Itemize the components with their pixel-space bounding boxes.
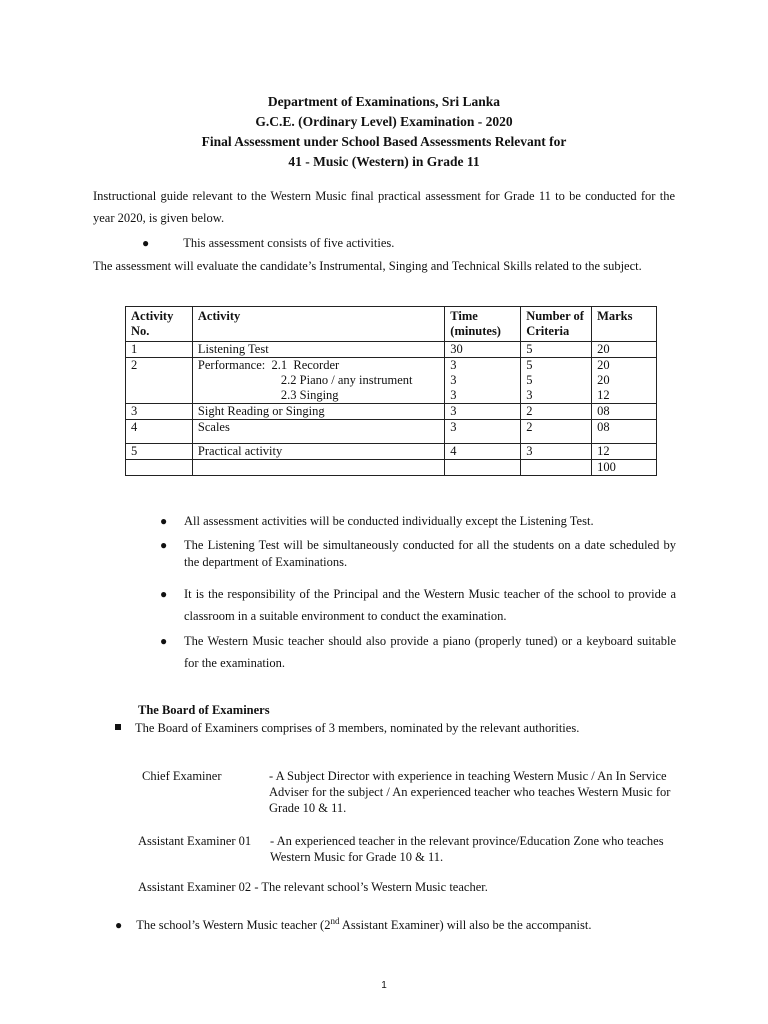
- cell-no: 1: [126, 342, 193, 358]
- accomp-pre: The school’s Western Music teacher (2: [136, 918, 331, 933]
- page-number: 1: [381, 980, 387, 991]
- accomp-sup: nd: [330, 916, 340, 926]
- table-header-row: [126, 307, 657, 342]
- list-item: [160, 630, 676, 674]
- cell-total-marks: 100: [592, 460, 657, 476]
- header-line-2: G.C.E. (Ordinary Level) Examination - 2020: [255, 114, 513, 129]
- cell-marks: 08: [592, 420, 657, 444]
- list-item: [160, 513, 676, 530]
- activity-2-3: 2.3 Singing: [280, 388, 339, 402]
- cell-time: [445, 358, 521, 404]
- activity-2-1: Performance: 2.1 Recorder: [197, 358, 340, 372]
- bullet-icon: ●: [142, 236, 150, 250]
- asst1-desc-text: - An experienced teacher in the relevant province/Education Zone who teaches Western Music for Grade 10 & 11.: [270, 834, 664, 864]
- bullet-list: [160, 513, 676, 674]
- header-marks: Marks: [592, 307, 657, 342]
- cell-criteria: 3: [521, 444, 592, 460]
- accompanist-note: [115, 913, 685, 933]
- chief-examiner: [142, 768, 682, 816]
- bullet-1-text: All assessment activities will be conducted individually except the Listening Test.: [184, 514, 594, 528]
- bullet-3-text: It is the responsibility of the Principal and the Western Music teacher of the school to provide a classroom in a suitable environment to conduct the examination.: [184, 587, 676, 623]
- bullet-five-text: This assessment consists of five activities.: [183, 236, 395, 250]
- cell-marks: 08: [592, 404, 657, 420]
- cell-no: 3: [126, 404, 193, 420]
- table-row: [126, 358, 657, 404]
- list-item: [160, 583, 676, 627]
- assistant-examiner-1: [138, 833, 678, 865]
- header-criteria: Number of Criteria: [521, 307, 592, 342]
- cell-time: 30: [445, 342, 521, 358]
- table-row: [126, 404, 657, 420]
- table-row: [126, 444, 657, 460]
- list-item: [160, 537, 676, 571]
- marks-2-1: 20: [597, 358, 610, 372]
- board-heading: The Board of Examiners: [138, 703, 270, 717]
- header-line-1: Department of Examinations, Sri Lanka: [267, 94, 501, 109]
- time-2-1: 3: [450, 358, 457, 372]
- cell-criteria: 2: [521, 420, 592, 444]
- bullet-five-activities: [142, 234, 682, 252]
- bullet-icon: ●: [160, 634, 168, 648]
- header-line-3: Final Assessment under School Based Assessments Relevant for: [201, 134, 567, 149]
- cell-no: 5: [126, 444, 193, 460]
- time-2-2: 3: [450, 373, 457, 387]
- intro-paragraph: Instructional guide relevant to the Western Music final practical assessment for Grade 11 to be conducted for the year 2020, is given below.: [93, 189, 675, 225]
- cell-time: 3: [445, 404, 521, 420]
- chief-examiner-label: Chief Examiner: [142, 769, 222, 783]
- evaluation-paragraph: The assessment will evaluate the candidate’s Instrumental, Singing and Technical Skills related to the subject.: [93, 259, 642, 273]
- header-activity: Activity: [192, 307, 444, 342]
- table-total-row: [126, 460, 657, 476]
- criteria-2-3: 3: [526, 388, 533, 402]
- bullet-icon: ●: [115, 918, 123, 933]
- time-2-3: 3: [450, 388, 457, 402]
- asst2-desc: - The relevant school’s Western Music teacher.: [254, 880, 488, 894]
- cell-criteria: 2: [521, 404, 592, 420]
- board-intro: [115, 720, 675, 737]
- marks-2-2: 20: [597, 373, 610, 387]
- cell-empty: [192, 460, 444, 476]
- cell-activity: Scales: [192, 420, 444, 444]
- header-activity-no: Activity No.: [126, 307, 193, 342]
- header-time: Time (minutes): [445, 307, 521, 342]
- cell-empty: [521, 460, 592, 476]
- accomp-post: Assistant Examiner) will also be the accompanist.: [339, 918, 592, 933]
- bullet-icon: ●: [160, 538, 168, 552]
- assessment-table: [125, 306, 657, 476]
- cell-activity: Practical activity: [192, 444, 444, 460]
- activity-2-2: 2.2 Piano / any instrument: [280, 373, 413, 387]
- criteria-2-1: 5: [526, 358, 533, 372]
- criteria-2-2: 5: [526, 373, 533, 387]
- bullet-icon: ●: [160, 514, 168, 528]
- cell-time: 4: [445, 444, 521, 460]
- table-row: [126, 342, 657, 358]
- cell-marks: 12: [592, 444, 657, 460]
- cell-criteria: [521, 358, 592, 404]
- bullet-icon: ●: [160, 587, 168, 601]
- cell-activity: [192, 358, 444, 404]
- asst2-label: Assistant Examiner 02: [138, 880, 252, 894]
- assistant-examiner-2: [138, 879, 698, 895]
- marks-2-3: 12: [597, 388, 610, 402]
- table-row: [126, 420, 657, 444]
- cell-empty: [126, 460, 193, 476]
- cell-no: 2: [126, 358, 193, 404]
- header-line-4: 41 - Music (Western) in Grade 11: [288, 154, 480, 169]
- board-intro-text: The Board of Examiners comprises of 3 members, nominated by the relevant authorities.: [135, 721, 580, 735]
- document-header: [0, 92, 768, 172]
- cell-criteria: 5: [521, 342, 592, 358]
- square-bullet-icon: [115, 724, 121, 730]
- bullet-2-text: The Listening Test will be simultaneously conducted for all the students on a date scheduled by the department of Examinations.: [184, 538, 676, 569]
- cell-marks: [592, 358, 657, 404]
- asst1-label: Assistant Examiner 01: [138, 834, 252, 848]
- cell-time: 3: [445, 420, 521, 444]
- chief-desc-text: - A Subject Director with experience in teaching Western Music / An In Service Adviser for the subject / An experienced teacher who teaches Western Music for Grade 10 & 11.: [269, 769, 671, 815]
- cell-activity: Listening Test: [192, 342, 444, 358]
- cell-empty: [445, 460, 521, 476]
- cell-activity: Sight Reading or Singing: [192, 404, 444, 420]
- chief-examiner-desc: [142, 768, 677, 816]
- cell-marks: 20: [592, 342, 657, 358]
- bullet-4-text: The Western Music teacher should also provide a piano (properly tuned) or a keyboard suitable for the examination.: [184, 634, 676, 670]
- cell-no: 4: [126, 420, 193, 444]
